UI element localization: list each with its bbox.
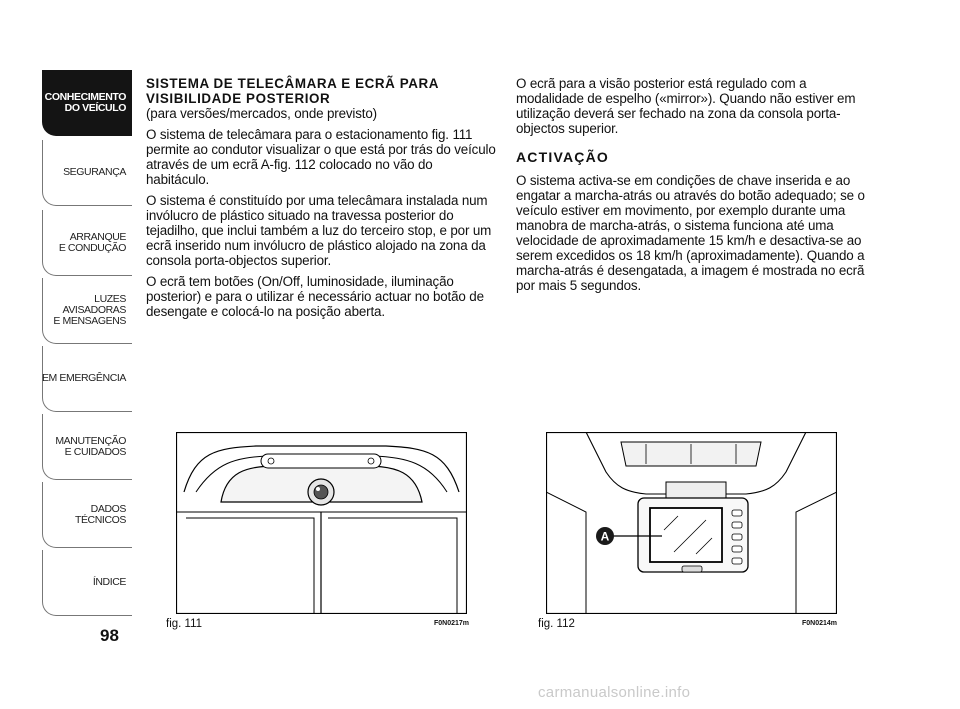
tab-arranque-e-conducao[interactable] [42, 210, 132, 276]
tab-label-line: SEGURANÇA [63, 166, 126, 178]
figure-111-camera-housing [166, 432, 470, 630]
tab-label-line: CONHECIMENTO [44, 91, 126, 103]
tab-label-line: MANUTENÇÃO [55, 434, 126, 447]
figure-112-rear-view-display [538, 432, 838, 630]
paragraph-activation: O sistema activa-se em condições de chave inserida e ao engatar a marcha-atrás ou através do botão adequado; se o veículo estiver em movimento, por exemplo durante uma manobra de marcha-atrás, o sistema funciona até uma velocidade de aproximadamente 15 km/h e desactiva-se ao serem excedidos os 18 km/h (aproximadamente). Quando a marcha-atrás é desengatada, a imagem é mostrada no ecrã por mais 5 segundos. [516, 173, 865, 293]
tab-indice[interactable] [42, 550, 132, 616]
paragraph-mirror-mode: O ecrã para a visão posterior está regulado com a modalidade de espelho («mirror»). Quando não estiver em utilização deverá ser fechado na zona da consola porta-objectos superior. [516, 76, 856, 136]
tab-label-line: TÉCNICOS [74, 513, 126, 526]
tab-seguranca[interactable] [42, 140, 132, 206]
paragraph-composition: O sistema é constituído por uma telecâmara instalada num invólucro de plástico situado na travessa posterior do tejadilho, que inclui também a luz do terceiro stop, e por um ecrã inserido num invólucro de plástico alojado na zona da consola porta-objectos superior. [146, 193, 492, 268]
figure-caption: fig. 111 [166, 618, 203, 630]
figure-caption: fig. 112 [538, 618, 575, 630]
paragraph-buttons: O ecrã tem botões (On/Off, luminosidade, iluminação posterior) e para o utilizar é necessário actuar no botão de desengate e colocá-lo na posição aberta. [146, 274, 484, 319]
section-title-line1: SISTEMA DE TELECÂMARA E ECRÃ PARA [146, 76, 440, 91]
tab-label-line: AVISADORAS [62, 304, 126, 316]
tab-label-line: EM EMERGÊNCIA [41, 372, 126, 384]
tab-luzes-avisadoras[interactable] [42, 278, 132, 344]
section-title-line2: VISIBILIDADE POSTERIOR [146, 91, 331, 106]
tab-label-line: ÍNDICE [92, 576, 126, 588]
left-column [146, 76, 496, 325]
tab-label-line: LUZES [94, 293, 126, 305]
callout-a-label: A [600, 529, 610, 544]
section-subtitle: (para versões/mercados, onde previsto) [146, 106, 377, 121]
camera-housing-illustration [176, 432, 467, 614]
tab-label-line: E CONDUÇÃO [58, 241, 126, 254]
tab-dados-tecnicos[interactable] [42, 482, 132, 548]
tab-label-line: E MENSAGENS [53, 315, 126, 327]
tab-em-emergencia[interactable] [42, 346, 132, 412]
tab-label-line: ARRANQUE [69, 230, 126, 243]
tab-conhecimento-do-veiculo[interactable] [42, 70, 132, 136]
paragraph-intro: O sistema de telecâmara para o estacionamento fig. 111 permite ao condutor visualizar o que está por trás do veículo através de um ecrã A-fig. 112 colocado no vão do habitáculo. [146, 127, 496, 187]
page-number: 98 [100, 626, 119, 645]
tab-label-line: DO VEÍCULO [64, 102, 126, 114]
tab-manutencao-e-cuidados[interactable] [42, 414, 132, 480]
tab-label-line: E CUIDADOS [64, 445, 126, 458]
rear-view-display-illustration [546, 432, 837, 614]
figure-code: F0N0217m [434, 620, 470, 627]
watermark: carmanualsonline.info [538, 684, 691, 701]
figure-code: F0N0214m [802, 620, 838, 627]
right-column [516, 76, 868, 299]
tab-label-line: DADOS [90, 502, 126, 515]
heading-activacao: ACTIVAÇÃO [516, 149, 609, 165]
